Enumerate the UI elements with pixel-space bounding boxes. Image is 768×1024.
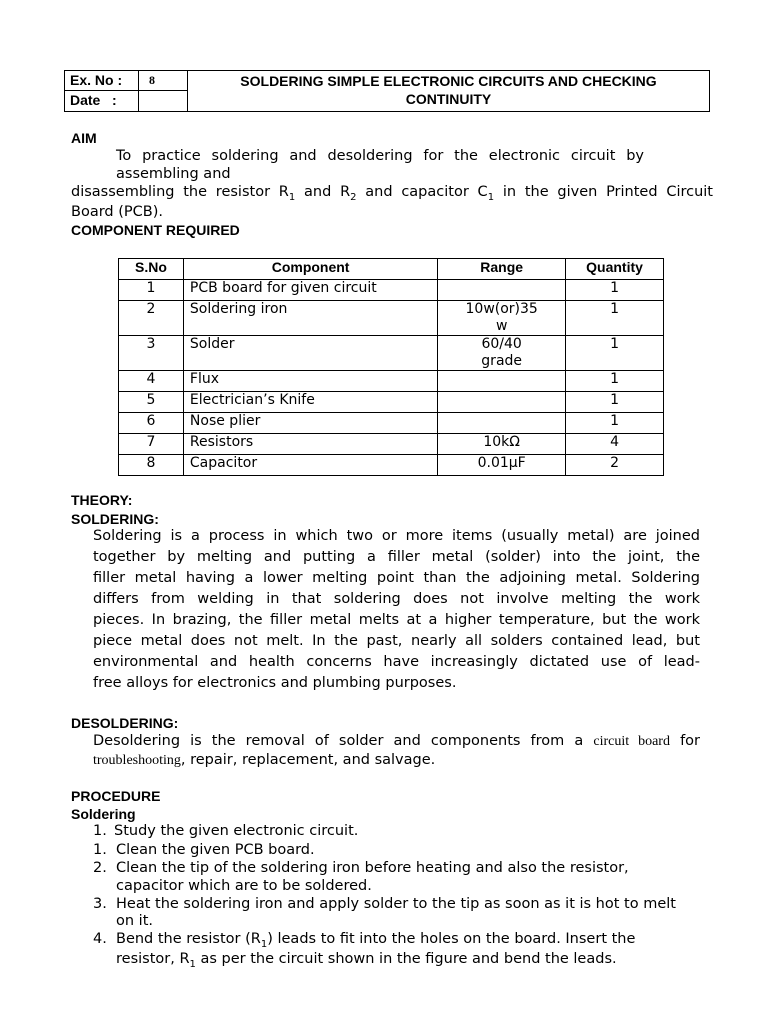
cell-component: Nose plier [183,413,437,434]
ex-no-label: Ex. No : [70,72,123,88]
cell-quantity: 1 [566,371,664,392]
desoldering-heading: DESOLDERING: [71,715,179,731]
table-header-row [119,259,664,280]
desoldering-line-2: troubleshooting, repair, replacement, and salvage. [93,752,436,768]
cell-range [438,280,566,301]
cell-quantity: 1 [566,301,664,336]
col-header-quantity: Quantity [566,259,664,280]
cell-sno: 3 [119,336,184,371]
cell-range [438,371,566,392]
col-header-component: Component [183,259,437,280]
cell-sno: 4 [119,371,184,392]
cell-component: PCB board for given circuit [183,280,437,301]
cell-quantity: 1 [566,336,664,371]
cell-component: Soldering iron [183,301,437,336]
table-row [119,434,664,455]
title-line-1: SOLDERING SIMPLE ELECTRONIC CIRCUITS AND CHECKING [240,73,657,89]
cell-sno: 6 [119,413,184,434]
components-heading: COMPONENT REQUIRED [71,222,240,238]
cell-sno: 1 [119,280,184,301]
cell-quantity: 2 [566,455,664,476]
table-row [119,392,664,413]
cell-quantity: 1 [566,280,664,301]
cell-quantity: 1 [566,392,664,413]
soldering-paragraph: Soldering is a process in which two or more items (usually metal) are joined together by melting and putting a filler metal (solder) into the joint, the filler metal having a lower melting point than the adjoining metal. Soldering differs from welding in that soldering does not involve melting the work pieces. In brazing, the filler metal melts at a higher temperature, but the work piece metal does not melt. In the past, nearly all solders contained lead, but environmental and health concerns have increasingly dictated use of lead- free alloys for electronics and plumbing purposes. [93,528,700,691]
cell-range: 10w(or)35 w [438,301,566,336]
date-label: Date : [70,92,117,108]
date-value-cell [139,91,188,111]
desoldering-line-1: Desoldering is the removal of solder and components from a circuit board for [93,733,701,749]
date-label-cell [65,91,139,111]
col-header-sno: S.No [119,259,184,280]
cell-range [438,413,566,434]
components-table [118,258,664,476]
ex-no-label-cell [65,71,139,91]
procedure-heading: PROCEDURE [71,788,161,804]
table-row [119,413,664,434]
ex-no-value-cell [139,71,188,91]
cell-range [438,392,566,413]
cell-sno: 5 [119,392,184,413]
col-header-range: Range [438,259,566,280]
table-row [119,301,664,336]
cell-component: Resistors [183,434,437,455]
cell-sno: 8 [119,455,184,476]
theory-heading: THEORY: [71,492,133,508]
cell-sno: 7 [119,434,184,455]
cell-component: Capacitor [183,455,437,476]
aim-heading: AIM [71,130,97,146]
cell-component: Flux [183,371,437,392]
cell-quantity: 4 [566,434,664,455]
soldering-heading: SOLDERING: [71,511,159,527]
table-row [119,455,664,476]
exercise-header [64,70,710,112]
title-line-2: CONTINUITY [405,91,492,107]
aim-line-4: Board (PCB). [71,204,163,220]
cell-component: Solder [183,336,437,371]
table-row [119,336,664,371]
cell-quantity: 1 [566,413,664,434]
exercise-title [188,72,709,108]
aim-line-3: disassembling the resistor $R_1$ and $R_2$ and capacitor $C_1$ in the given Printed Circuit [71,184,713,203]
aim-line-2: assembling and [116,166,231,182]
table-row [119,371,664,392]
cell-component: Electrician’s Knife [183,392,437,413]
table-row [119,280,664,301]
aim-line-1: To practice soldering and desoldering for the electronic circuit by [116,148,644,164]
cell-range: 10kΩ [438,434,566,455]
cell-sno: 2 [119,301,184,336]
soldering-subheading: Soldering [71,806,136,822]
cell-range: 60/40 grade [438,336,566,371]
ex-no-value: 8 [149,73,155,87]
cell-range: 0.01μF [438,455,566,476]
